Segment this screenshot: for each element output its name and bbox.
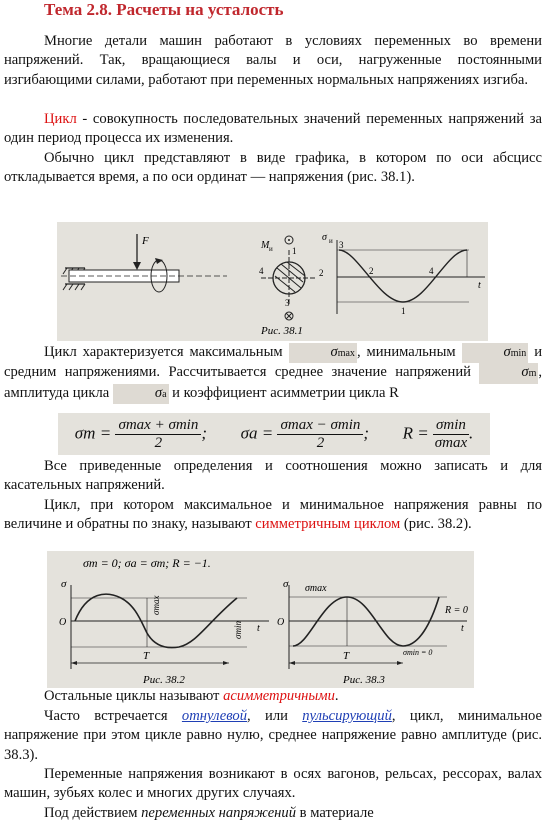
numerator: σmax − σmin — [277, 417, 363, 435]
paragraph-asymmetric — [4, 687, 542, 706]
section-point-4: 4 — [259, 266, 264, 276]
formula-lhs: σa = — [240, 422, 274, 442]
text-segment: . — [334, 688, 339, 704]
fraction — [277, 417, 363, 452]
sigma-glyph: σ — [503, 344, 511, 360]
separator: ; — [201, 422, 208, 442]
sigma-max-symbol — [289, 343, 357, 363]
fig3-sigma-label: σ — [283, 578, 289, 590]
term-pulsating: пульсирующий — [302, 708, 392, 724]
graph-point-1: 1 — [401, 306, 406, 316]
fig2-origin-label: O — [59, 617, 67, 628]
fig2-smin-label: σmin — [233, 621, 243, 639]
text-segment: , амплитуда цикла — [4, 364, 542, 401]
denominator: 2 — [154, 434, 163, 451]
section-point-3: 3 — [285, 298, 290, 308]
term-cycle: Цикл — [44, 111, 77, 127]
fig3-r-label: R = 0 — [445, 605, 468, 616]
sigma-subscript: max — [337, 348, 355, 359]
paragraph-cycle-parameters — [4, 343, 542, 404]
paragraph-shear-stress: Все приведенные определения и соотношения можно записать и для касательных напряжений. — [4, 458, 542, 494]
sigma-subscript: m — [528, 368, 537, 380]
term-variable-stresses: переменных напряжений — [141, 805, 297, 821]
sigma-subscript: min — [510, 348, 527, 359]
sigma-subscript: a — [162, 388, 167, 400]
term-asymmetric: асимметричными — [223, 688, 335, 704]
text-segment: (рис. 38.2). — [400, 516, 472, 533]
graph-point-2: 2 — [369, 266, 374, 276]
graph-point-4: 4 — [429, 266, 434, 276]
fig3-smax-label: σmax — [305, 583, 327, 594]
sigma-a-symbol — [113, 384, 169, 404]
graph-sigma-sub: и — [329, 237, 333, 245]
numerator: σmin — [433, 417, 469, 435]
fig3-origin-label: O — [277, 617, 285, 628]
numerator: σmax + σmin — [115, 417, 201, 435]
figure-38-3-caption: Рис. 38.3 — [343, 674, 385, 686]
figure-38-2-38-3 — [47, 551, 474, 688]
sigma-glyph: σ — [330, 344, 338, 360]
text-segment: Часто встречается — [44, 708, 182, 724]
fig3-period-label: T — [343, 650, 350, 662]
figure-38-2-caption: Рис. 38.2 — [143, 674, 185, 686]
sigma-glyph: σ — [521, 364, 529, 381]
section-point-2: 2 — [319, 268, 324, 278]
sigma-glyph: σ — [154, 384, 163, 401]
sigma-min-symbol — [462, 343, 529, 363]
formula-block — [58, 413, 490, 455]
moment-sub: и — [269, 245, 273, 253]
term-symmetric-cycle: симметричным циклом — [255, 516, 401, 533]
denominator: 2 — [316, 434, 325, 451]
paragraph-fatigue-intro — [4, 804, 542, 823]
text-segment: Цикл характеризуется максимальным — [44, 344, 289, 360]
fig2-sigma-label: σ — [61, 578, 67, 590]
fraction — [433, 417, 469, 452]
definition-text: - совокупность последовательных значений переменных напряжений за один период процесса их изменения. — [4, 111, 542, 147]
fraction — [115, 417, 201, 452]
text-segment: Остальные циклы называют — [44, 688, 224, 704]
text-segment: и коэффициент асимметрии цикла R — [168, 384, 399, 401]
text-segment: и средним напряжениями. Рассчитывается среднее значение напряжений — [4, 344, 543, 381]
figure-38-1-drawing — [57, 222, 488, 341]
text-segment: , цикл, минимальное напряжение при этом цикле равно нулю, среднее напряжение равно амплитуде (рис. 38.3). — [4, 708, 542, 763]
text-segment: , или — [247, 708, 303, 724]
separator: ; — [363, 422, 370, 442]
paragraph-occurrence: Переменные напряжения возникают в осях вагонов, рельсах, рессорах, валах машин, зубьях колес и многих других случаях. — [4, 766, 542, 802]
paragraph-pulsating-cycle — [4, 707, 542, 765]
paragraph-symmetric-cycle — [4, 496, 542, 535]
graph-point-3: 3 — [339, 240, 344, 250]
fig3-t-label: t — [461, 623, 464, 634]
formula-mean — [75, 417, 207, 452]
graph-t-label: t — [478, 280, 481, 291]
formula-lhs: R = — [402, 422, 429, 442]
text-segment: , минимальным — [356, 344, 462, 360]
denominator: σmax — [434, 434, 468, 451]
fig2-smax-label: σmax — [151, 595, 161, 615]
graph-sigma-label: σ — [322, 232, 327, 243]
section-point-1: 1 — [292, 246, 297, 256]
figure-38-1-caption: Рис. 38.1 — [261, 325, 303, 337]
fig3-smin-label: σmin = 0 — [403, 648, 433, 657]
fig2-t-label: t — [257, 623, 260, 634]
term-zero-to-max: отнулевой — [181, 708, 248, 724]
formula-amplitude — [241, 417, 369, 452]
text-segment: Под действием — [44, 805, 142, 821]
figure-38-1 — [57, 222, 488, 341]
formula-lhs: σm = — [74, 422, 112, 442]
symmetric-cycle-header: σm = 0; σa = σm; R = −1. — [83, 556, 211, 570]
text-segment: в материале — [296, 805, 374, 821]
paragraph-graph-intro: Обычно цикл представляют в виде графика, в котором по оси абсцисс откладывается время, а по оси ординат — напряжения (рис. 38.1). — [4, 150, 542, 186]
formula-asymmetry: R = $\frac{\sigma\min}{\sigma\max}$ . — [402, 416, 474, 451]
page-title: Тема 2.8. Расчеты на усталость — [44, 0, 284, 19]
figures-drawing — [47, 551, 474, 688]
fig2-period-label: T — [143, 650, 150, 662]
force-label: F — [142, 235, 149, 247]
paragraph-intro: Многие детали машин работают в условиях переменных во времени напряжений. Так, вращающиеся валы и оси, нагруженные постоянными изгибающими силами, работают при переменных нормальных напряжениях изгиба. — [4, 33, 542, 88]
moment-label: M — [261, 240, 270, 251]
paragraph-cycle-definition — [4, 110, 542, 149]
text-segment: Цикл, при котором максимальное и минимальное напряжения равны по величине и обратны по знаку, называют — [4, 497, 542, 533]
sigma-m-symbol — [479, 363, 538, 383]
